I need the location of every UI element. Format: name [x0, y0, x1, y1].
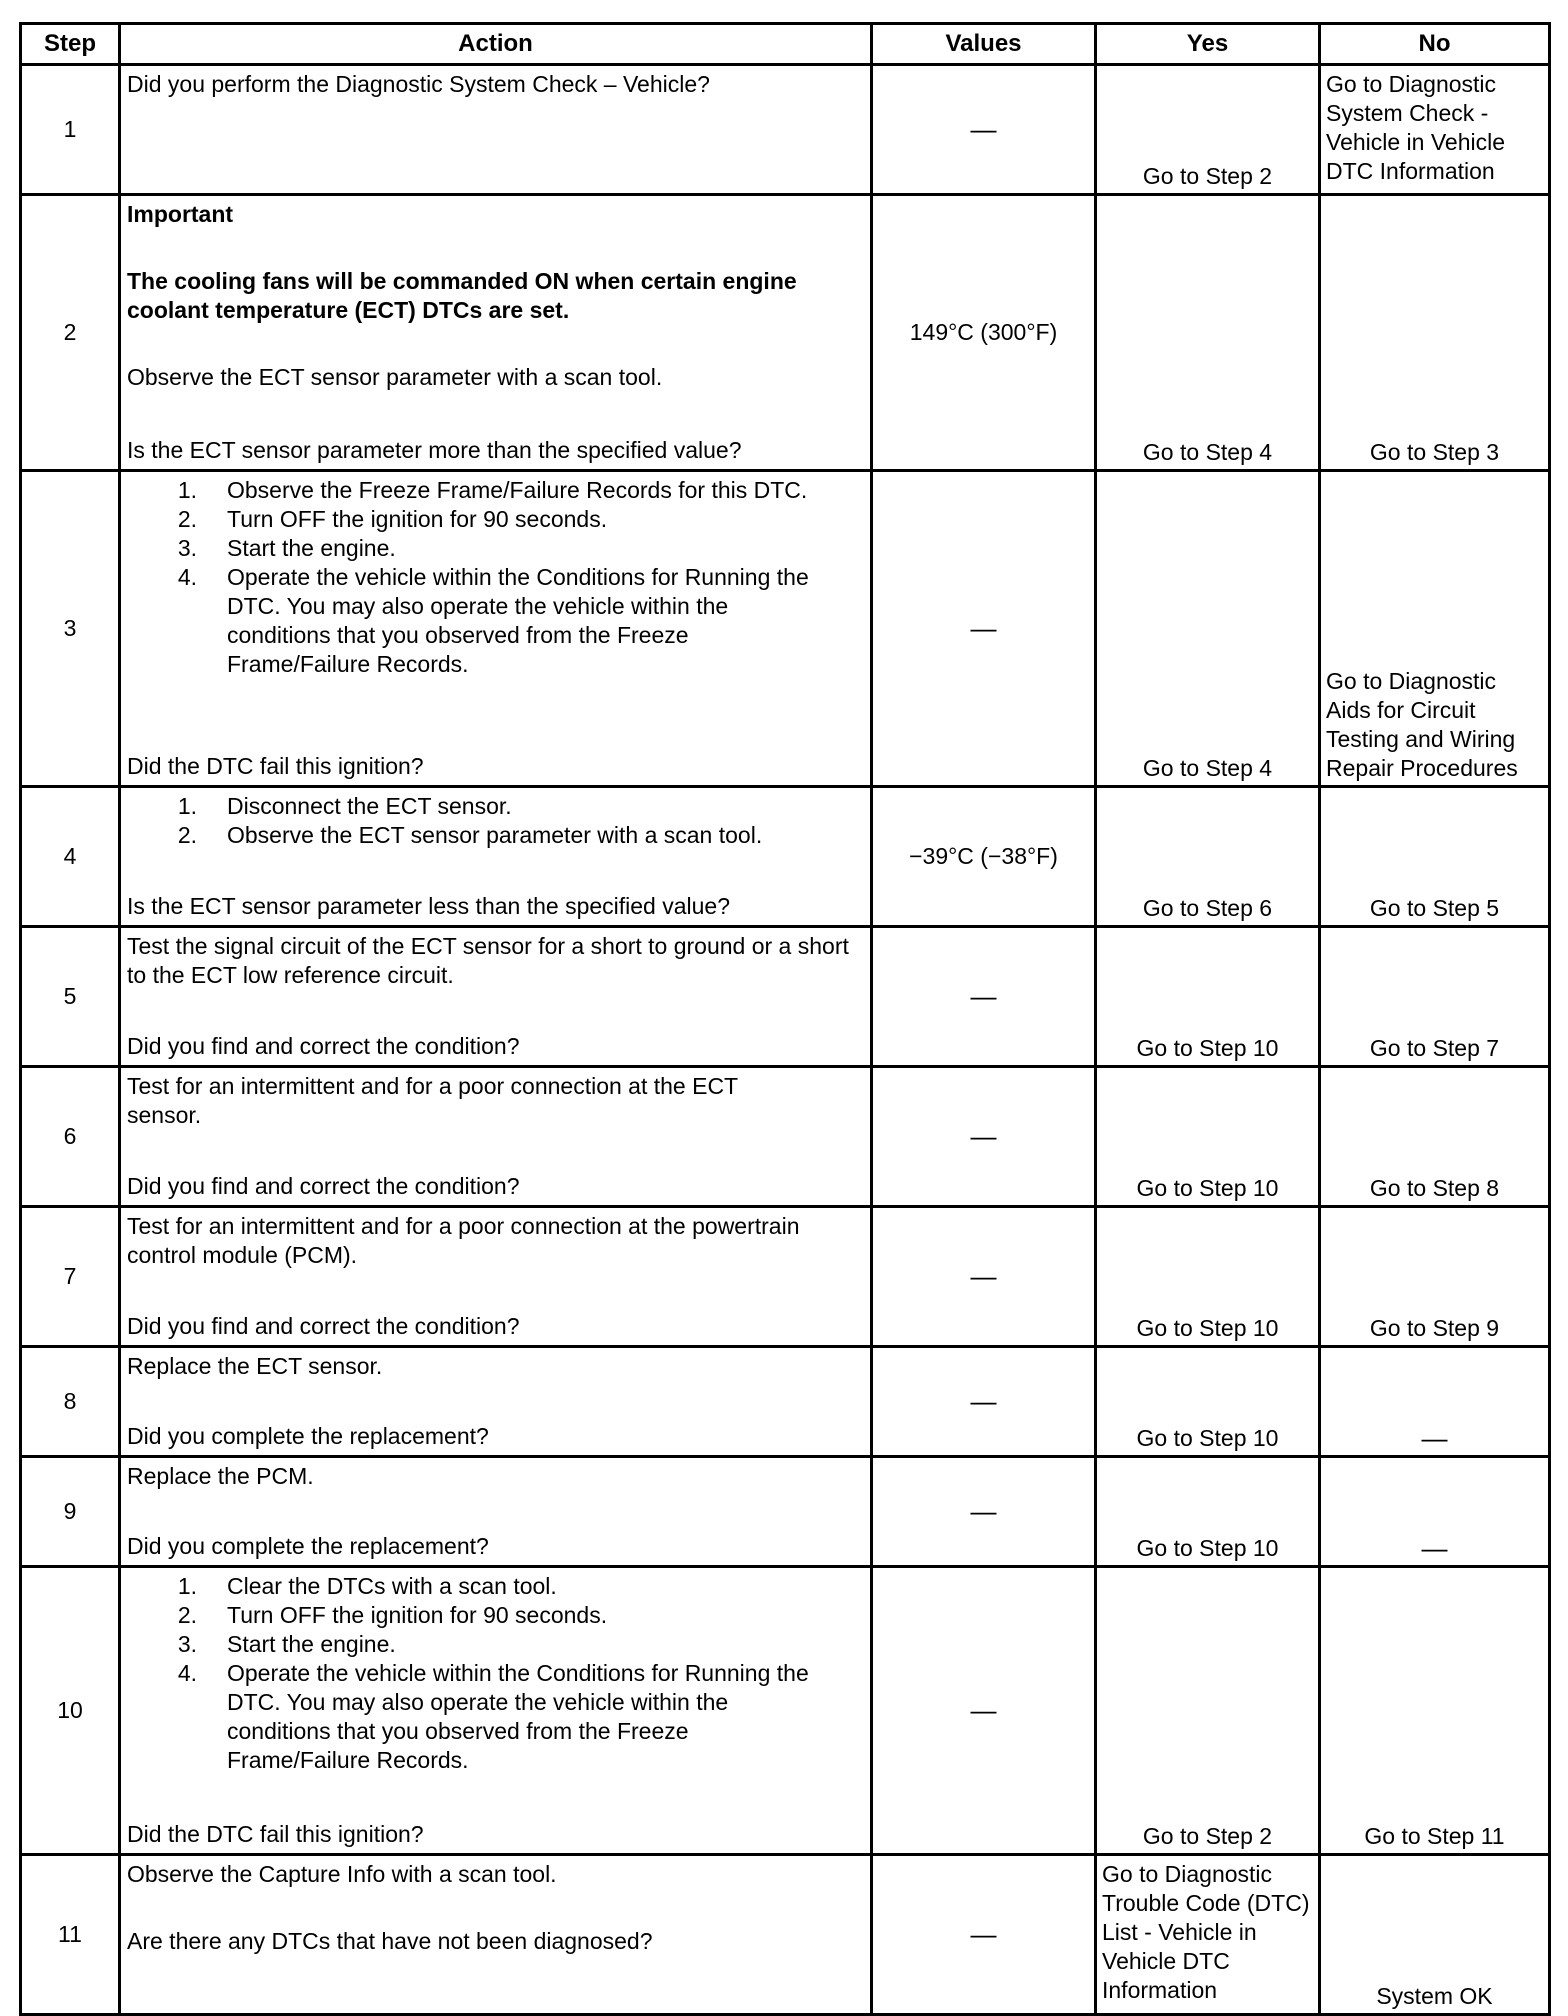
- list-item: 1. Observe the Freeze Frame/Failure Records for this DTC.: [177, 477, 808, 503]
- yes-cell: Go to Step 4: [1096, 471, 1320, 787]
- action-question: Is the ECT sensor parameter less than the specified value?: [127, 893, 731, 919]
- header-action: Action: [120, 24, 872, 65]
- table-row: [21, 1347, 1550, 1457]
- no-cell: Go to Diagnostic Aids for Circuit Testing and Wiring Repair Procedures: [1320, 471, 1550, 787]
- no-cell: Go to Diagnostic System Check - Vehicle in Vehicle DTC Information: [1320, 65, 1550, 195]
- step-number: 11: [21, 1855, 120, 2015]
- action-cell: [120, 65, 872, 195]
- value-cell: —: [872, 1067, 1096, 1207]
- step-number: 5: [21, 927, 120, 1067]
- no-cell: —: [1320, 1347, 1550, 1457]
- no-cell: —: [1320, 1457, 1550, 1567]
- list-item: 1. Clear the DTCs with a scan tool.: [177, 1573, 557, 1599]
- action-instruction: Test for an intermittent and for a poor connection at the ECT sensor.: [127, 1073, 738, 1128]
- action-question: Did you complete the replacement?: [127, 1533, 489, 1559]
- action-cell: [120, 195, 872, 471]
- action-cell: [120, 927, 872, 1067]
- value-cell: —: [872, 927, 1096, 1067]
- value-cell: —: [872, 1855, 1096, 2015]
- header-yes: Yes: [1096, 24, 1320, 65]
- step-number: 1: [21, 65, 120, 195]
- list-item: 2. Observe the ECT sensor parameter with a scan tool.: [177, 822, 763, 848]
- action-question: Did you complete the replacement?: [127, 1423, 489, 1449]
- yes-cell: Go to Step 2: [1096, 65, 1320, 195]
- no-cell: Go to Step 8: [1320, 1067, 1550, 1207]
- table-row: [21, 1567, 1550, 1855]
- yes-cell: Go to Step 10: [1096, 1067, 1320, 1207]
- action-cell: [120, 1567, 872, 1855]
- step-number: 8: [21, 1347, 120, 1457]
- list-item: 4. Operate the vehicle within the Conditions for Running the DTC. You may also operate the vehicle within the conditions that you observed from the Freeze Frame/Failure Records.: [177, 564, 809, 677]
- step-number: 6: [21, 1067, 120, 1207]
- table-row: [21, 787, 1550, 927]
- action-cell: [120, 1067, 872, 1207]
- important-text: The cooling fans will be commanded ON when certain engine coolant temperature (ECT) DTCs are set.: [127, 268, 797, 323]
- action-question: Did the DTC fail this ignition?: [127, 753, 424, 779]
- step-number: 10: [21, 1567, 120, 1855]
- step-number: 3: [21, 471, 120, 787]
- table-row: [21, 1067, 1550, 1207]
- action-cell: [120, 1855, 872, 2015]
- yes-cell: Go to Step 6: [1096, 787, 1320, 927]
- action-cell: [120, 1457, 872, 1567]
- action-instruction: Replace the PCM.: [127, 1463, 314, 1489]
- yes-cell: Go to Step 2: [1096, 1567, 1320, 1855]
- list-item: 3. Start the engine.: [177, 1631, 396, 1657]
- diagnostic-table: [19, 22, 1551, 2016]
- list-item: 2. Turn OFF the ignition for 90 seconds.: [177, 1602, 608, 1628]
- no-cell: Go to Step 11: [1320, 1567, 1550, 1855]
- action-steps-list: [127, 1572, 866, 1775]
- step-number: 4: [21, 787, 120, 927]
- no-cell: Go to Step 5: [1320, 787, 1550, 927]
- action-question: Did the DTC fail this ignition?: [127, 1821, 424, 1847]
- no-cell: Go to Step 3: [1320, 195, 1550, 471]
- table-row: [21, 471, 1550, 787]
- table-row: [21, 195, 1550, 471]
- no-cell: System OK: [1320, 1855, 1550, 2015]
- value-cell: —: [872, 1457, 1096, 1567]
- action-question: Did you perform the Diagnostic System Check – Vehicle?: [127, 71, 710, 97]
- list-item: 2. Turn OFF the ignition for 90 seconds.: [177, 506, 608, 532]
- action-question: Are there any DTCs that have not been diagnosed?: [127, 1928, 653, 1954]
- value-cell: —: [872, 1207, 1096, 1347]
- action-steps-list: [127, 476, 866, 679]
- yes-cell: Go to Step 10: [1096, 1457, 1320, 1567]
- action-cell: [120, 1347, 872, 1457]
- value-cell: −39°C (−38°F): [872, 787, 1096, 927]
- action-question: Did you find and correct the condition?: [127, 1033, 520, 1059]
- action-steps-list: [127, 792, 866, 850]
- list-item: 3. Start the engine.: [177, 535, 396, 561]
- value-cell: 149°C (300°F): [872, 195, 1096, 471]
- header-row: [21, 24, 1550, 65]
- table-row: [21, 1207, 1550, 1347]
- list-item: 4. Operate the vehicle within the Conditions for Running the DTC. You may also operate the vehicle within the conditions that you observed from the Freeze Frame/Failure Records.: [177, 1660, 809, 1773]
- yes-cell: Go to Diagnostic Trouble Code (DTC) List - Vehicle in Vehicle DTC Information: [1096, 1855, 1320, 2015]
- yes-cell: Go to Step 10: [1096, 1347, 1320, 1457]
- header-step: Step: [21, 24, 120, 65]
- header-values: Values: [872, 24, 1096, 65]
- no-cell: Go to Step 7: [1320, 927, 1550, 1067]
- table-row: [21, 1855, 1550, 2015]
- table-row: [21, 927, 1550, 1067]
- no-cell: Go to Step 9: [1320, 1207, 1550, 1347]
- important-label: Important: [127, 201, 234, 227]
- step-number: 7: [21, 1207, 120, 1347]
- table-row: [21, 1457, 1550, 1567]
- step-number: 2: [21, 195, 120, 471]
- value-cell: —: [872, 1567, 1096, 1855]
- value-cell: —: [872, 65, 1096, 195]
- action-question: Did you find and correct the condition?: [127, 1313, 520, 1339]
- action-cell: [120, 787, 872, 927]
- action-instruction: Observe the ECT sensor parameter with a scan tool.: [127, 364, 663, 390]
- yes-cell: Go to Step 4: [1096, 195, 1320, 471]
- list-item: 1. Disconnect the ECT sensor.: [177, 793, 512, 819]
- value-cell: —: [872, 1347, 1096, 1457]
- action-question: Did you find and correct the condition?: [127, 1173, 520, 1199]
- value-cell: —: [872, 471, 1096, 787]
- action-instruction: Replace the ECT sensor.: [127, 1353, 383, 1379]
- action-instruction: Test the signal circuit of the ECT sensor for a short to ground or a short to the ECT low reference circuit.: [127, 933, 849, 988]
- yes-cell: Go to Step 10: [1096, 927, 1320, 1067]
- yes-cell: Go to Step 10: [1096, 1207, 1320, 1347]
- action-cell: [120, 1207, 872, 1347]
- action-instruction: Observe the Capture Info with a scan tool.: [127, 1861, 557, 1887]
- table-row: [21, 65, 1550, 195]
- action-cell: [120, 471, 872, 787]
- action-question: Is the ECT sensor parameter more than the specified value?: [127, 437, 742, 463]
- step-number: 9: [21, 1457, 120, 1567]
- header-no: No: [1320, 24, 1550, 65]
- action-instruction: Test for an intermittent and for a poor connection at the powertrain control module (PCM).: [127, 1213, 800, 1268]
